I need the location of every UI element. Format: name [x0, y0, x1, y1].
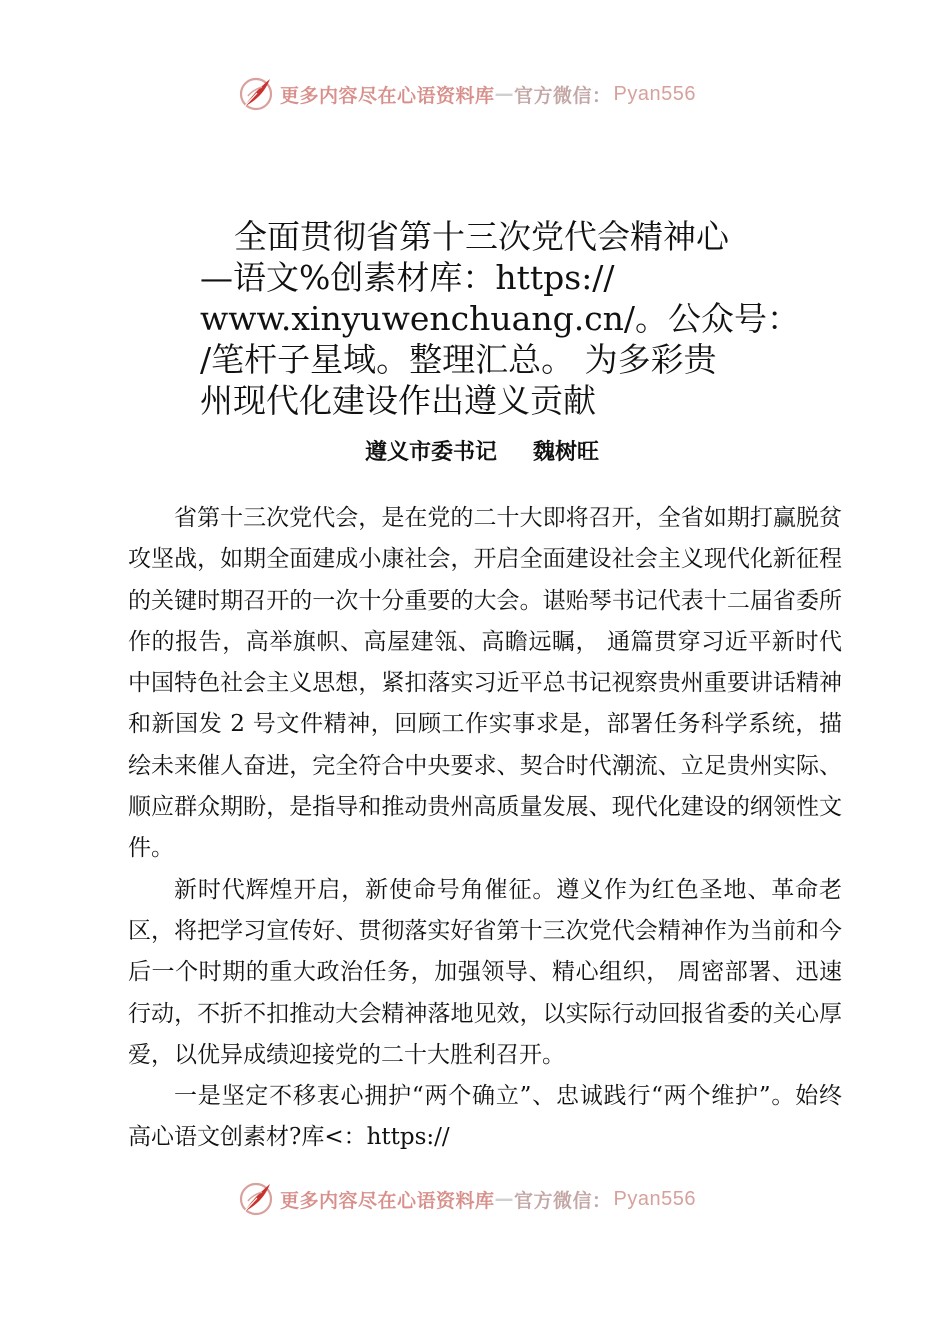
author-line — [0, 438, 950, 468]
banner-main-text: 更多内容尽在心语资料库 — [280, 1189, 495, 1212]
banner-wechat-id: Pyan556 — [613, 82, 696, 105]
banner-wechat-id: Pyan556 — [613, 1187, 696, 1210]
banner-wechat-label: 官方微信： — [514, 1189, 612, 1212]
banner-dash: — — [494, 83, 515, 105]
body-paragraph: 一是坚定不移衷心拥护“两个确立”、忠诚践行“两个维护”。始终高心语文创素材?库<：https:// — [128, 1083, 842, 1151]
author-role: 遵义市委书记 — [364, 440, 497, 465]
author-name: 魏树旺 — [533, 440, 600, 465]
title-line: www.xinyuwenchuang.cn/。公众号： — [200, 299, 801, 338]
header-banner — [0, 72, 950, 116]
banner-wechat-label: 官方微信： — [514, 84, 612, 107]
title-line: 州现代化建设作出遵义贡献 — [200, 381, 596, 420]
quill-pen-logo-icon — [236, 1179, 276, 1219]
title-line: 全面贯彻省第十三次党代会精神心 — [234, 217, 729, 256]
title-line: —语文%创素材库：https:// — [200, 258, 615, 297]
quill-pen-logo-icon — [236, 74, 276, 114]
body-text — [128, 498, 842, 1159]
body-paragraph: 新时代辉煌开启，新使命号角催征。遵义作为红色圣地、革命老区，将把学习宣传好、贯彻落实好省第十三次党代会精神作为当前和今后一个时期的重大政治任务，加强领导、精心组织， 周密部署、迅速行动，不折不扣推动大会精神落地见效，以实际行动回报省委的关心厚爱，以优异成绩迎接党的二十大胜利召开。 — [128, 876, 842, 1068]
document-title — [200, 216, 801, 421]
body-paragraph: 省第十三次党代会，是在党的二十大即将召开，全省如期打赢脱贫攻坚战，如期全面建成小康社会，开启全面建设社会主义现代化新征程的关键时期召开的一次十分重要的大会。谌贻琴书记代表十二届省委所作的报告，高举旗帜、高屋建瓴、高瞻远瞩， 通篇贯穿习近平新时代中国特色社会主义思想，紧扣落实习近平总书记视察贵州重要讲话精神和新国发 2 号文件精神，回顾工作实事求是，部署任务科学系统，描绘未来催人奋进，完全符合中央要求、契合时代潮流、立足贵州实际、顺应群众期盼，是指导和推动贵州高质量发展、现代化建设的纲领性文件。 — [128, 505, 842, 862]
banner-main-text: 更多内容尽在心语资料库 — [280, 84, 495, 107]
footer-banner — [0, 1177, 950, 1221]
banner-dash: — — [494, 1188, 515, 1210]
title-line: /笔杆子星域。整理汇总。 为多彩贵 — [200, 340, 717, 379]
